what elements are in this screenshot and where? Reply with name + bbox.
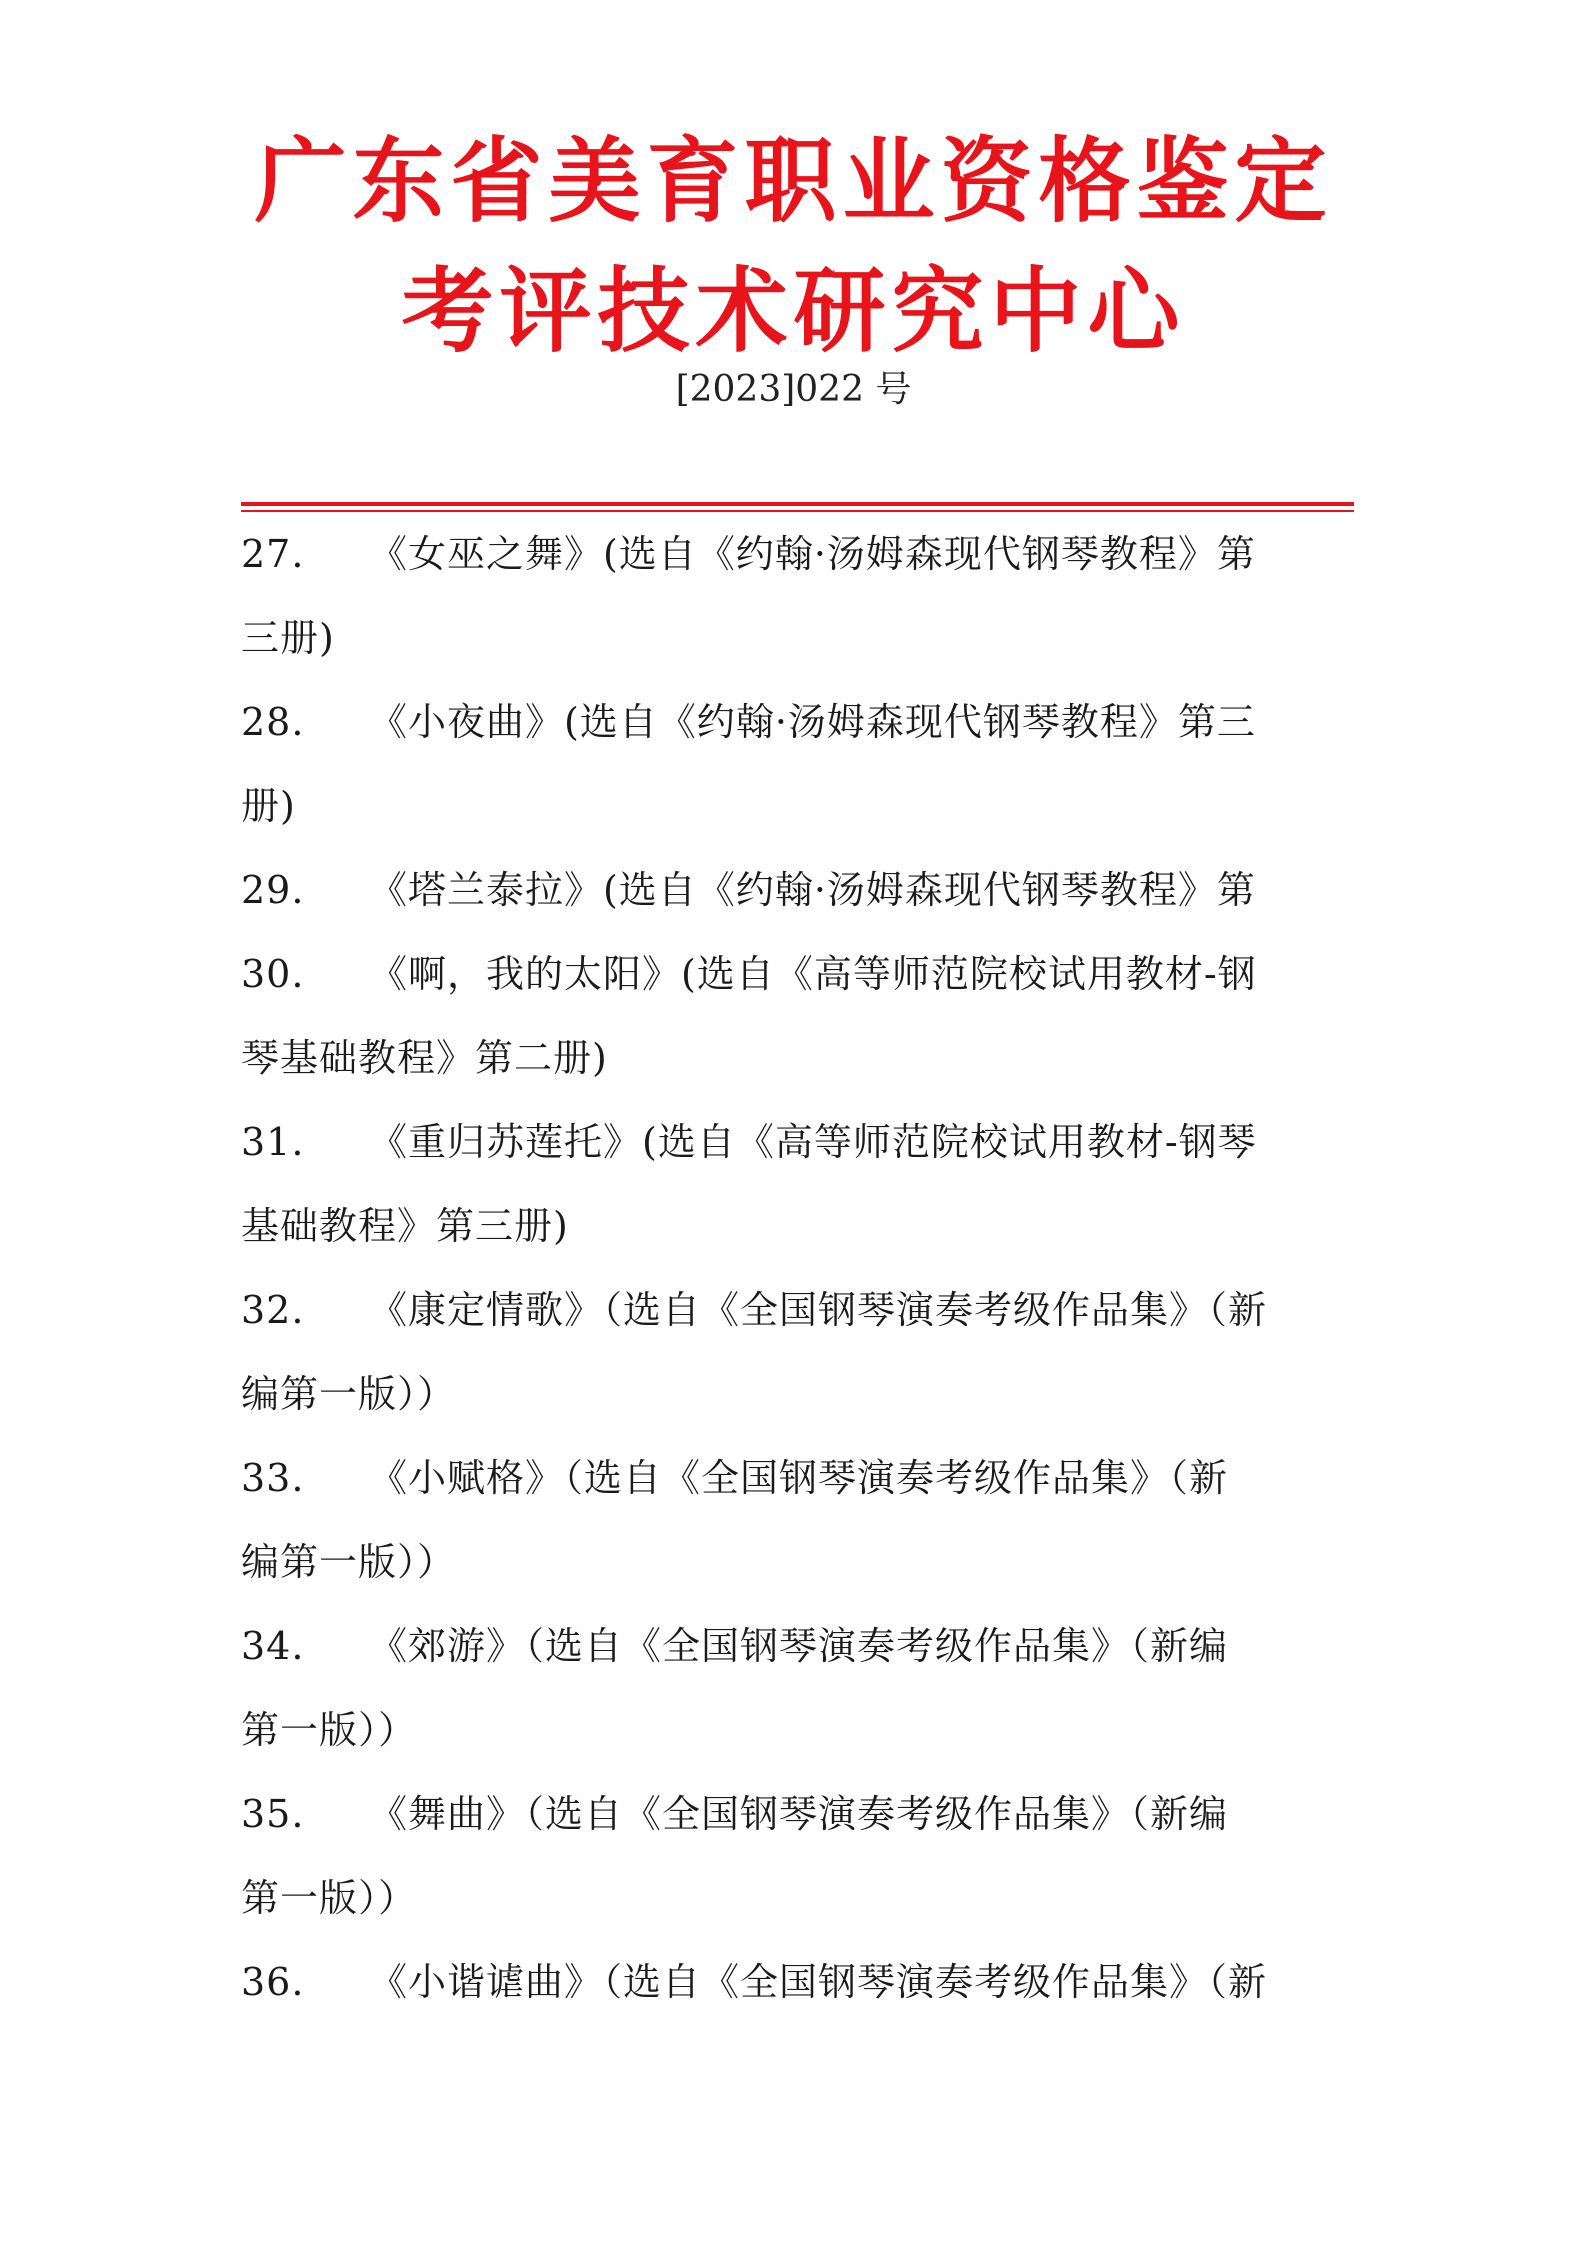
item-text-continuation: 第一版）） [241, 1876, 418, 1920]
list-item-30-continuation [241, 1024, 1354, 1108]
list-item-32-continuation [241, 1360, 1354, 1444]
item-text-continuation: 编第一版）） [241, 1372, 457, 1416]
list-item-35 [241, 1780, 1354, 1864]
item-text: 《重归苏莲托》(选自《高等师范院校试用教材-钢琴 [369, 1120, 1257, 1164]
list-item-28 [241, 688, 1354, 772]
list-item-31-continuation [241, 1192, 1354, 1276]
item-number: 36. [241, 1960, 305, 2004]
item-number: 35. [241, 1792, 305, 1836]
item-number: 31. [241, 1120, 305, 1164]
item-number: 27. [241, 532, 305, 576]
list-item-30 [241, 940, 1354, 1024]
header-divider-thick [241, 502, 1354, 506]
list-item-36 [241, 1948, 1354, 2032]
item-text: 《舞曲》（选自《全国钢琴演奏考级作品集》（新编 [369, 1792, 1229, 1836]
item-number: 33. [241, 1456, 305, 1500]
item-text: 《小赋格》（选自《全国钢琴演奏考级作品集》（新 [369, 1456, 1229, 1500]
list-item-31 [241, 1108, 1354, 1192]
list-item-28-continuation [241, 772, 1354, 856]
item-text-continuation: 编第一版）） [241, 1540, 457, 1584]
document-title-line-1: 广东省美育职业资格鉴定 [254, 128, 1333, 235]
list-item-32 [241, 1276, 1354, 1360]
item-text-continuation: 基础教程》第三册) [241, 1204, 569, 1248]
item-number: 28. [241, 700, 305, 744]
document-number: [2023]022 号 [675, 369, 912, 410]
item-text: 《啊，我的太阳》(选自《高等师范院校试用教材-钢 [369, 952, 1257, 996]
list-item-27-continuation [241, 604, 1354, 688]
item-number: 30. [241, 952, 305, 996]
list-item-35-continuation [241, 1864, 1354, 1948]
item-text: 《小夜曲》(选自《约翰·汤姆森现代钢琴教程》第三 [369, 700, 1256, 744]
item-text-continuation: 第一版）） [241, 1708, 418, 1752]
item-number: 32. [241, 1288, 305, 1332]
item-text: 《小谐谑曲》（选自《全国钢琴演奏考级作品集》（新 [369, 1960, 1268, 2004]
document-body [241, 520, 1354, 2032]
list-item-34-continuation [241, 1696, 1354, 1780]
list-item-33 [241, 1444, 1354, 1528]
item-text: 《郊游》（选自《全国钢琴演奏考级作品集》（新编 [369, 1624, 1229, 1668]
list-item-34 [241, 1612, 1354, 1696]
item-text: 《康定情歌》（选自《全国钢琴演奏考级作品集》（新 [369, 1288, 1268, 1332]
item-number: 29. [241, 868, 305, 912]
item-text: 《女巫之舞》(选自《约翰·汤姆森现代钢琴教程》第 [369, 532, 1256, 576]
list-item-27 [241, 520, 1354, 604]
item-text: 《塔兰泰拉》(选自《约翰·汤姆森现代钢琴教程》第 [369, 868, 1256, 912]
header-divider-thin [241, 510, 1354, 512]
item-text-continuation: 琴基础教程》第二册) [241, 1036, 608, 1080]
list-item-29 [241, 856, 1354, 940]
list-item-33-continuation [241, 1528, 1354, 1612]
document-title-line-2: 考评技术研究中心 [401, 258, 1186, 365]
item-number: 34. [241, 1624, 305, 1668]
item-text-continuation: 册) [241, 784, 296, 828]
item-text-continuation: 三册) [241, 616, 335, 660]
